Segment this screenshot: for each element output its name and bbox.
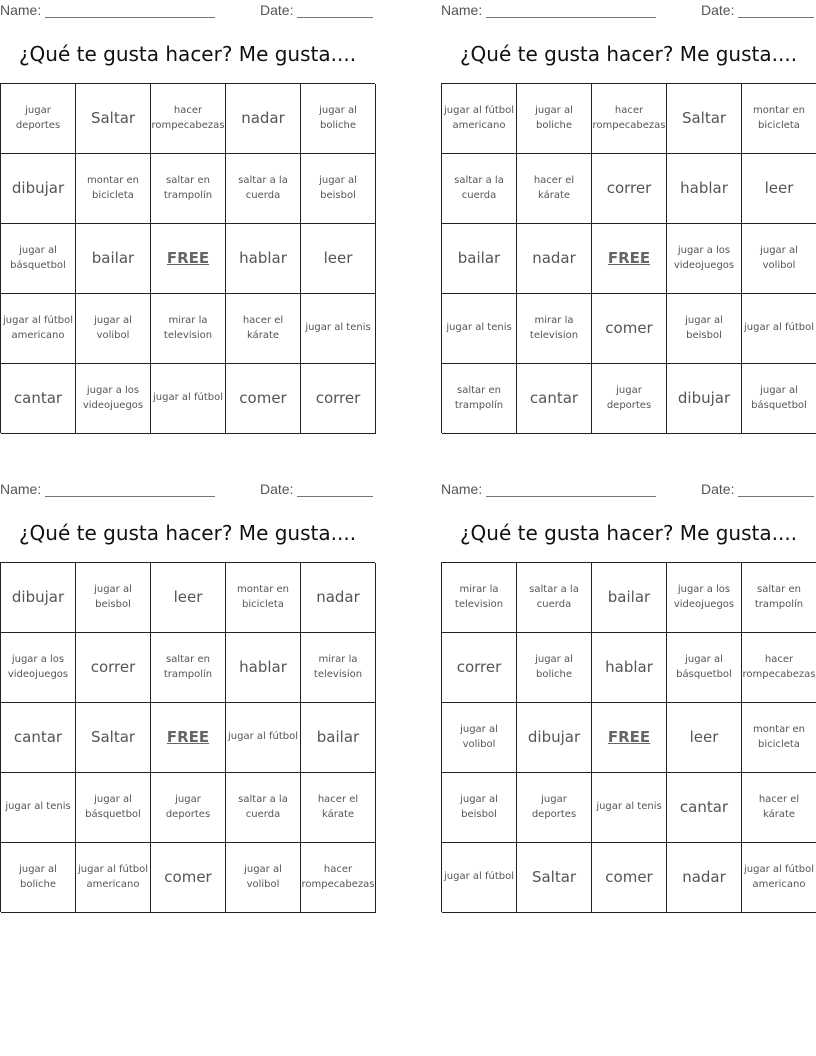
bingo-cell: jugar a los videojuegos: [667, 224, 742, 294]
name-field: [0, 2, 215, 18]
bingo-cell: jugar al volibol: [742, 224, 816, 294]
bingo-card: [0, 479, 375, 911]
name-date-row: [441, 2, 816, 20]
date-label: Date:: [701, 481, 735, 497]
date-label: Date:: [701, 2, 735, 18]
bingo-cell: leer: [151, 563, 226, 633]
bingo-cell: jugar al tenis: [1, 773, 76, 843]
bingo-cell: jugar al fútbol americano: [76, 843, 151, 913]
bingo-cell: comer: [592, 843, 667, 913]
bingo-cell: jugar a los videojuegos: [76, 364, 151, 434]
bingo-cell: hacer el kárate: [301, 773, 376, 843]
bingo-cell: Saltar: [76, 84, 151, 154]
bingo-cell: jugar al básquetbol: [76, 773, 151, 843]
bingo-cell: jugar al beisbol: [76, 563, 151, 633]
bingo-cell: saltar en trampolín: [442, 364, 517, 434]
date-label: Date:: [260, 2, 294, 18]
bingo-cell: leer: [742, 154, 816, 224]
bingo-cell: correr: [76, 633, 151, 703]
name-date-row: [441, 481, 816, 499]
bingo-cell: nadar: [226, 84, 301, 154]
bingo-cell: jugar al volibol: [76, 294, 151, 364]
bingo-cell: montar en bicicleta: [742, 703, 816, 773]
bingo-cell: jugar al beisbol: [301, 154, 376, 224]
name-label: Name:: [0, 2, 42, 18]
bingo-grid: [0, 562, 375, 912]
bingo-cell: jugar al boliche: [517, 633, 592, 703]
bingo-cell: hacer rompecabezas: [301, 843, 376, 913]
bingo-cell: jugar al fútbol americano: [1, 294, 76, 364]
name-blank-line: [45, 3, 215, 18]
date-label: Date:: [260, 481, 294, 497]
bingo-cell: jugar al boliche: [1, 843, 76, 913]
bingo-cell: saltar en trampolín: [151, 154, 226, 224]
name-label: Name:: [441, 2, 483, 18]
free-space: FREE: [151, 224, 226, 294]
bingo-cell: hacer rompecabezas: [742, 633, 816, 703]
bingo-cell: dibujar: [667, 364, 742, 434]
free-space: FREE: [592, 703, 667, 773]
bingo-cell: hacer el kárate: [517, 154, 592, 224]
bingo-cell: correr: [301, 364, 376, 434]
bingo-cell: bailar: [592, 563, 667, 633]
card-title: ¿Qué te gusta hacer? Me gusta....: [18, 42, 357, 66]
bingo-cell: nadar: [301, 563, 376, 633]
bingo-cell: jugar a los videojuegos: [1, 633, 76, 703]
bingo-cell: Saltar: [667, 84, 742, 154]
bingo-cell: Saltar: [76, 703, 151, 773]
bingo-cell: correr: [442, 633, 517, 703]
bingo-cell: jugar al beisbol: [442, 773, 517, 843]
bingo-card: [0, 0, 375, 432]
bingo-cell: hablar: [592, 633, 667, 703]
bingo-cell: comer: [151, 843, 226, 913]
bingo-cell: mirar la television: [517, 294, 592, 364]
date-blank-line: [738, 3, 814, 18]
bingo-cell: montar en bicicleta: [742, 84, 816, 154]
bingo-cell: jugar deportes: [1, 84, 76, 154]
bingo-cell: jugar al básquetbol: [667, 633, 742, 703]
card-title: ¿Qué te gusta hacer? Me gusta....: [459, 521, 798, 545]
bingo-cell: jugar al básquetbol: [1, 224, 76, 294]
bingo-cell: hacer el kárate: [742, 773, 816, 843]
bingo-cell: jugar al tenis: [592, 773, 667, 843]
bingo-cell: jugar al boliche: [517, 84, 592, 154]
name-field: [441, 2, 656, 18]
bingo-grid: [0, 83, 375, 433]
bingo-cell: saltar a la cuerda: [226, 773, 301, 843]
name-field: [0, 481, 215, 497]
bingo-cell: jugar al tenis: [442, 294, 517, 364]
bingo-cell: jugar al boliche: [301, 84, 376, 154]
bingo-cell: bailar: [442, 224, 517, 294]
bingo-cell: montar en bicicleta: [76, 154, 151, 224]
bingo-card: [441, 479, 816, 911]
bingo-cell: dibujar: [1, 563, 76, 633]
bingo-cell: hacer rompecabezas: [151, 84, 226, 154]
name-blank-line: [45, 482, 215, 497]
bingo-cell: jugar deportes: [517, 773, 592, 843]
name-field: [441, 481, 656, 497]
bingo-cell: jugar al básquetbol: [742, 364, 816, 434]
bingo-cell: bailar: [76, 224, 151, 294]
name-blank-line: [486, 3, 656, 18]
bingo-cell: leer: [301, 224, 376, 294]
date-blank-line: [738, 482, 814, 497]
bingo-cell: jugar al tenis: [301, 294, 376, 364]
bingo-cell: jugar deportes: [592, 364, 667, 434]
bingo-cell: jugar al volibol: [442, 703, 517, 773]
bingo-cell: jugar al beisbol: [667, 294, 742, 364]
free-space: FREE: [592, 224, 667, 294]
bingo-cell: cantar: [1, 703, 76, 773]
name-label: Name:: [0, 481, 42, 497]
date-blank-line: [297, 482, 373, 497]
bingo-cell: jugar a los videojuegos: [667, 563, 742, 633]
name-date-row: [0, 2, 375, 20]
bingo-cell: saltar en trampolín: [151, 633, 226, 703]
bingo-cell: comer: [592, 294, 667, 364]
bingo-cell: hacer el kárate: [226, 294, 301, 364]
bingo-cell: dibujar: [1, 154, 76, 224]
bingo-cell: leer: [667, 703, 742, 773]
bingo-grid: [441, 83, 816, 433]
bingo-cell: nadar: [517, 224, 592, 294]
name-blank-line: [486, 482, 656, 497]
bingo-cell: jugar al fútbol: [151, 364, 226, 434]
date-blank-line: [297, 3, 373, 18]
bingo-cell: jugar al fútbol americano: [442, 84, 517, 154]
bingo-cell: mirar la television: [301, 633, 376, 703]
name-label: Name:: [441, 481, 483, 497]
bingo-cell: saltar a la cuerda: [226, 154, 301, 224]
bingo-cell: saltar a la cuerda: [442, 154, 517, 224]
bingo-cell: comer: [226, 364, 301, 434]
bingo-cell: dibujar: [517, 703, 592, 773]
bingo-cell: jugar al fútbol: [742, 294, 816, 364]
date-field: [260, 481, 373, 497]
bingo-cell: jugar al volibol: [226, 843, 301, 913]
bingo-cell: hablar: [667, 154, 742, 224]
bingo-cell: mirar la television: [151, 294, 226, 364]
bingo-cell: nadar: [667, 843, 742, 913]
bingo-cell: Saltar: [517, 843, 592, 913]
free-space: FREE: [151, 703, 226, 773]
bingo-cell: cantar: [1, 364, 76, 434]
bingo-cell: bailar: [301, 703, 376, 773]
bingo-cell: mirar la television: [442, 563, 517, 633]
bingo-cell: jugar deportes: [151, 773, 226, 843]
bingo-grid: [441, 562, 816, 912]
date-field: [701, 481, 814, 497]
bingo-cell: jugar al fútbol: [442, 843, 517, 913]
bingo-cell: hacer rompecabezas: [592, 84, 667, 154]
date-field: [260, 2, 373, 18]
name-date-row: [0, 481, 375, 499]
bingo-cell: cantar: [667, 773, 742, 843]
bingo-cell: saltar en trampolín: [742, 563, 816, 633]
bingo-cell: hablar: [226, 224, 301, 294]
bingo-cell: montar en bicicleta: [226, 563, 301, 633]
bingo-cell: cantar: [517, 364, 592, 434]
bingo-cell: jugar al fútbol americano: [742, 843, 816, 913]
date-field: [701, 2, 814, 18]
bingo-cell: jugar al fútbol: [226, 703, 301, 773]
bingo-cell: hablar: [226, 633, 301, 703]
bingo-card: [441, 0, 816, 432]
card-title: ¿Qué te gusta hacer? Me gusta....: [459, 42, 798, 66]
card-title: ¿Qué te gusta hacer? Me gusta....: [18, 521, 357, 545]
bingo-cell: correr: [592, 154, 667, 224]
bingo-cell: saltar a la cuerda: [517, 563, 592, 633]
